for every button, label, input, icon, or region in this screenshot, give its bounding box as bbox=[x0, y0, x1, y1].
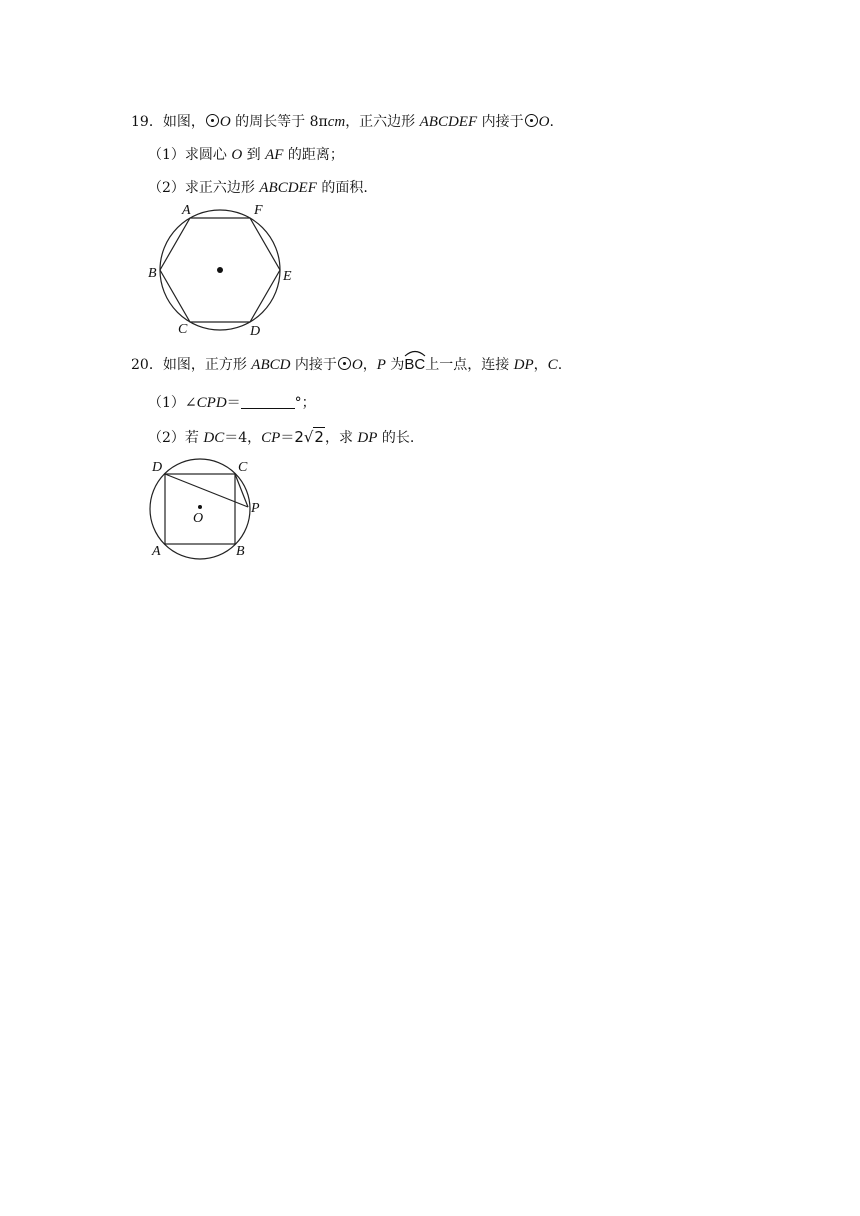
label-D: D bbox=[152, 460, 163, 475]
q20-part1: （1）∠CPD＝ °； bbox=[148, 395, 316, 411]
q19-number: 19． bbox=[131, 114, 163, 130]
q20-stem: 20．如图，正方形 ABCD 内接于 O，P 为 BC上一点，连接 DP，C. bbox=[131, 355, 562, 375]
q20-part2: （2）若 DC＝4，CP＝2√2，求 DP 的长. bbox=[148, 428, 415, 446]
q19-part1: （1）求圆心 O 到 AF 的距离； bbox=[148, 147, 344, 163]
q20-number: 20． bbox=[131, 357, 163, 373]
label-B: B bbox=[236, 544, 245, 559]
label-P: P bbox=[251, 501, 260, 516]
hexagon-figure bbox=[140, 200, 310, 345]
arc-bc: BC bbox=[404, 355, 425, 375]
sqrt-expression: 2√2 bbox=[294, 428, 324, 446]
circle-symbol-icon bbox=[206, 114, 219, 127]
label-F: F bbox=[254, 203, 263, 218]
label-O: O bbox=[193, 511, 204, 526]
circle-symbol-icon bbox=[525, 114, 538, 127]
arc-mark-icon bbox=[404, 349, 426, 357]
label-C: C bbox=[238, 460, 248, 475]
center-point bbox=[198, 505, 202, 509]
q19-stem: 19．如图， O 的周长等于 8πcm，正六边形 ABCDEF 内接于 O. bbox=[131, 114, 554, 130]
label-E: E bbox=[283, 269, 292, 284]
label-C: C bbox=[178, 322, 188, 337]
q19-part2: （2）求正六边形 ABCDEF 的面积. bbox=[148, 180, 368, 196]
label-B: B bbox=[148, 266, 157, 281]
center-point bbox=[217, 267, 223, 273]
label-D: D bbox=[250, 324, 261, 339]
label-A: A bbox=[182, 203, 191, 218]
circle-symbol-icon bbox=[338, 357, 351, 370]
square-figure bbox=[140, 455, 270, 565]
answer-blank[interactable] bbox=[241, 394, 295, 409]
label-A: A bbox=[152, 544, 161, 559]
